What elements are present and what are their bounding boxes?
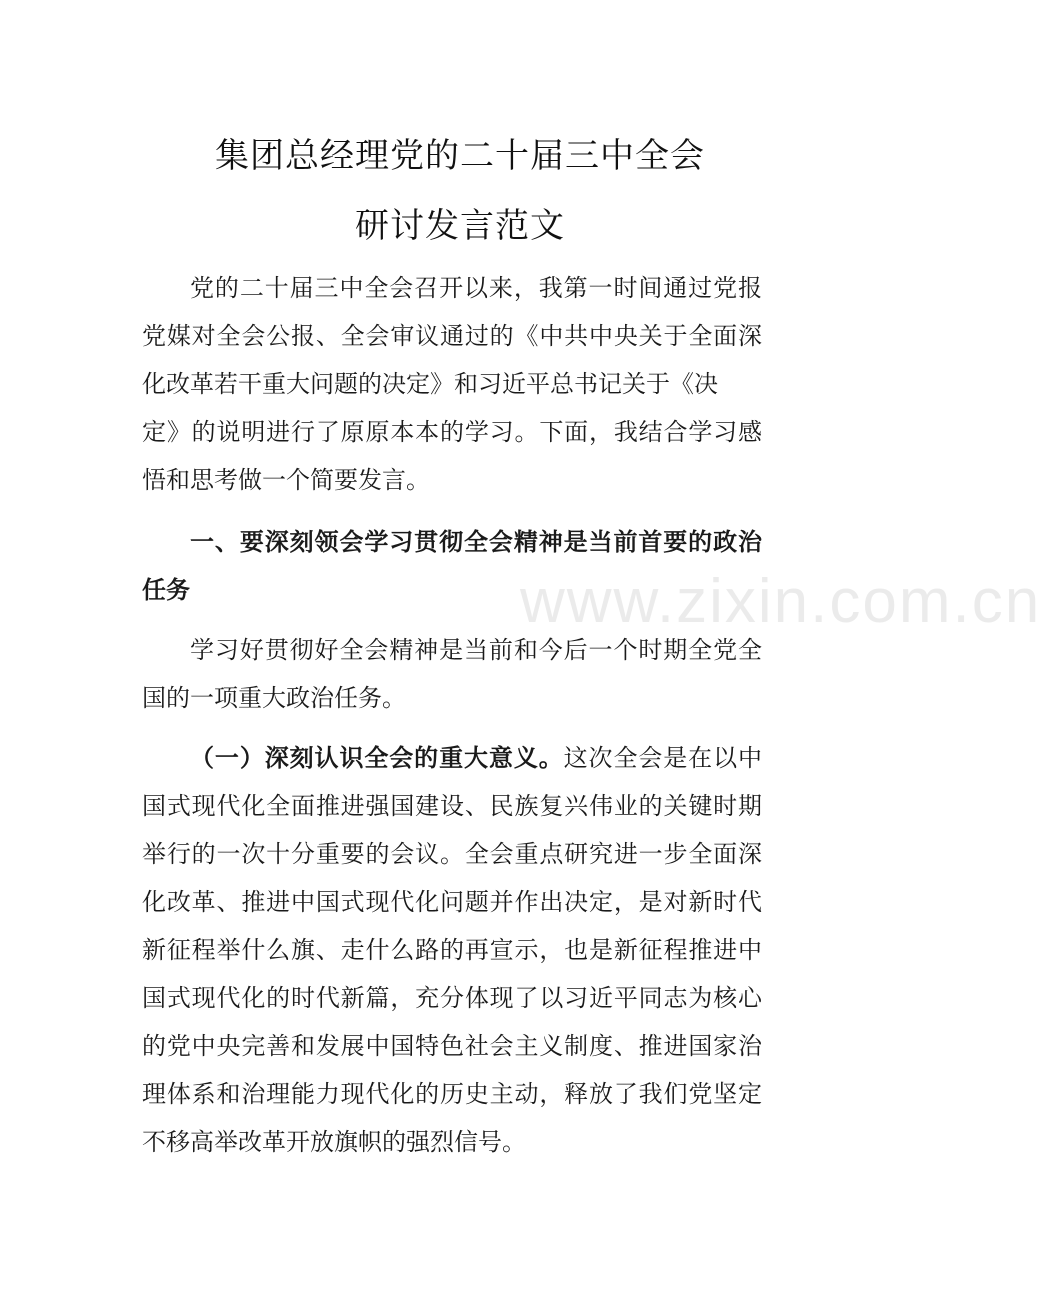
paragraph-line: 国的一项重大政治任务。: [142, 684, 406, 712]
subsection-heading: （一）深刻认识全会的重大意义。: [190, 744, 564, 772]
paragraph-line: 学习好贯彻好全会精神是当前和今后一个时期全党全: [190, 636, 762, 664]
subsection-paragraph: [142, 734, 762, 1166]
paragraph-line: 举行的一次十分重要的会议。全会重点研究进一步全面深: [142, 840, 762, 868]
heading-line: 任务: [142, 576, 190, 604]
section-1-paragraph: [142, 626, 762, 722]
paragraph-line: 的党中央完善和发展中国特色社会主义制度、推进国家治: [142, 1032, 762, 1060]
paragraph-line: 国式现代化全面推进强国建设、民族复兴伟业的关键时期: [142, 792, 762, 820]
watermark: www.zixin.com.cn: [520, 567, 1041, 636]
paragraph-line: 理体系和治理能力现代化的历史主动，释放了我们党坚定: [142, 1080, 762, 1108]
paragraph-line: 定》的说明进行了原原本本的学习。下面，我结合学习感: [142, 418, 762, 446]
document-title-line-2: 研讨发言范文: [355, 206, 565, 246]
paragraph-line: 国式现代化的时代新篇，充分体现了以习近平同志为核心: [142, 984, 762, 1012]
paragraph-line: 党的二十届三中全会召开以来，我第一时间通过党报: [190, 274, 762, 302]
section-heading-1: [142, 518, 762, 614]
paragraph-line: 党媒对全会公报、全会审议通过的《中共中央关于全面深: [142, 322, 762, 350]
paragraph-line: 化改革若干重大问题的决定》和习近平总书记关于《决: [142, 370, 718, 398]
intro-paragraph: [142, 264, 762, 504]
heading-line: 一、要深刻领会学习贯彻全会精神是当前首要的政治: [190, 528, 762, 556]
document-title-line-1: 集团总经理党的二十届三中全会: [215, 136, 705, 176]
paragraph-line: [142, 734, 762, 782]
paragraph-line: 悟和思考做一个简要发言。: [142, 466, 430, 494]
paragraph-text: 这次全会是在以中: [563, 744, 763, 772]
paragraph-line: 不移高举改革开放旗帜的强烈信号。: [142, 1128, 526, 1156]
paragraph-line: 化改革、推进中国式现代化问题并作出决定，是对新时代: [142, 888, 762, 916]
paragraph-line: 新征程举什么旗、走什么路的再宣示，也是新征程推进中: [142, 936, 762, 964]
